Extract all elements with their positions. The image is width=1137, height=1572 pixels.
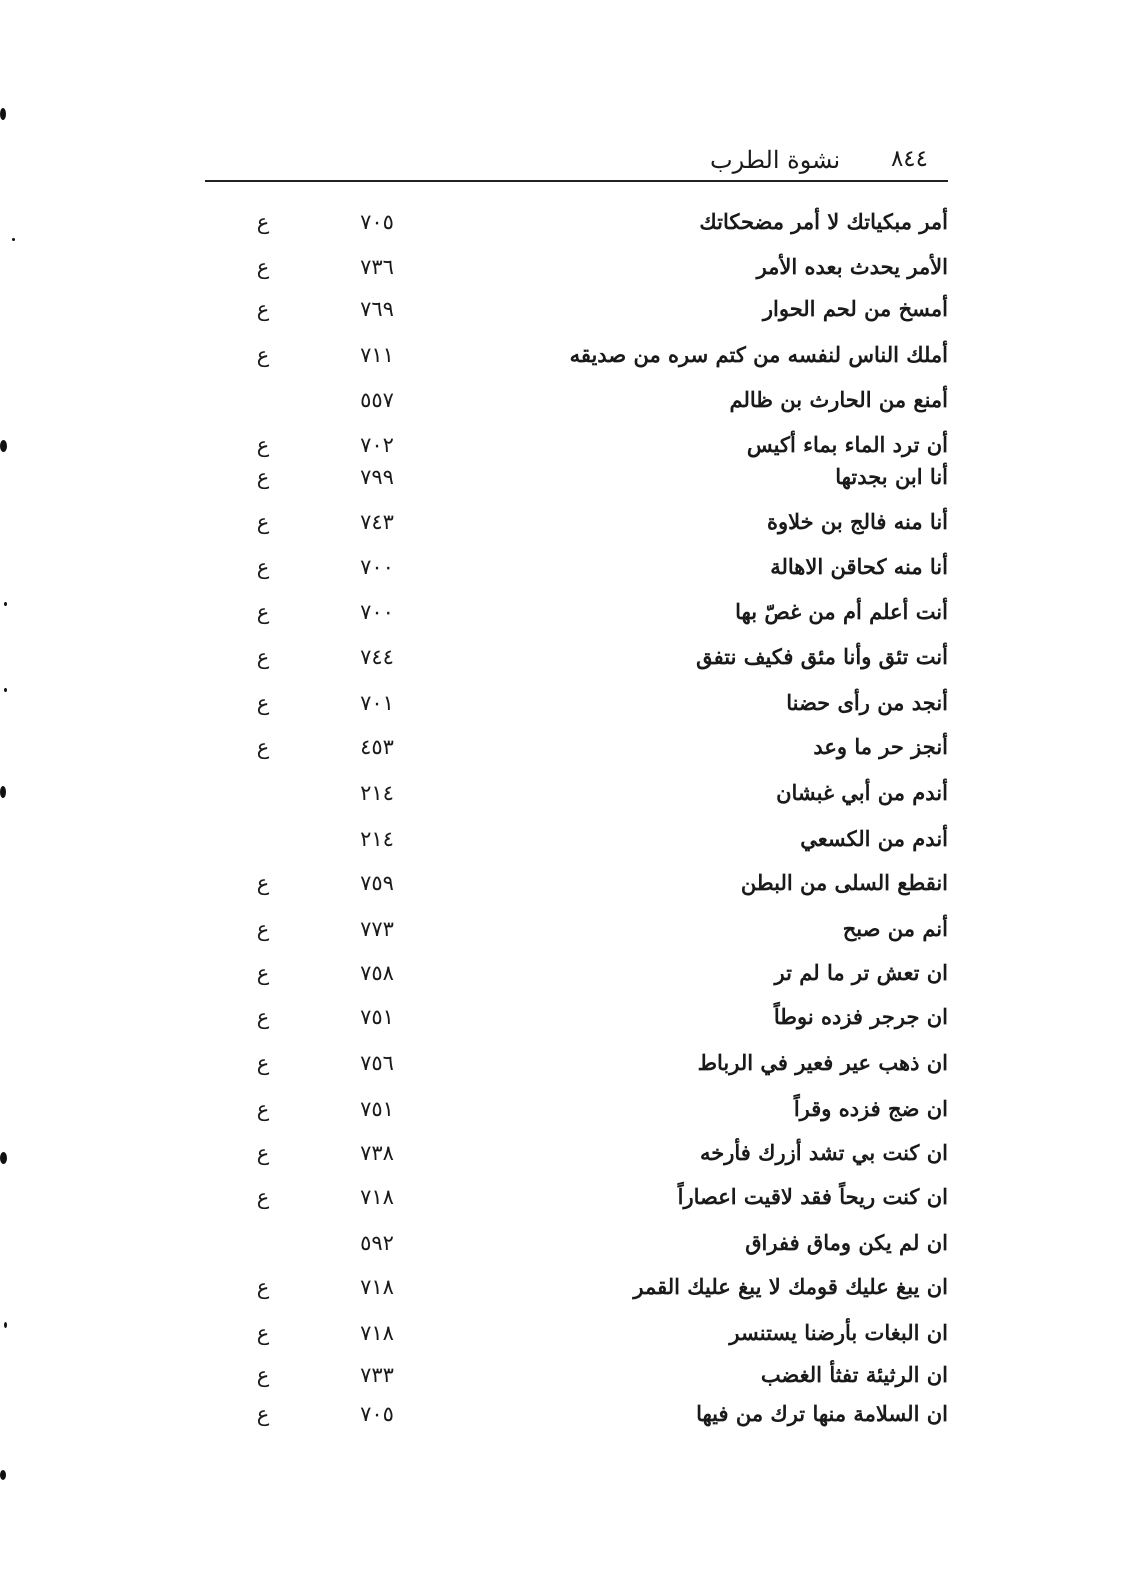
page-number: ٨٤٤: [890, 146, 928, 172]
page-reference: ٧١٨: [360, 1321, 394, 1345]
page-reference: ٧٥١: [360, 1005, 394, 1029]
proverb-text: ان السلامة منها ترك من فيها: [696, 1401, 948, 1426]
page-reference: ٧٩٩: [360, 465, 394, 489]
page-reference: ٧٠٥: [360, 210, 394, 234]
proverb-text: أندم من أبي غبشان: [776, 780, 948, 805]
proverb-text: أندم من الكسعي: [800, 826, 948, 851]
page-reference: ٧٣٣: [360, 1363, 394, 1387]
proverb-text: ان ذهب عير فعير في الرباط: [697, 1050, 948, 1075]
index-entry: [0, 1226, 1137, 1260]
index-mark: ع: [256, 917, 270, 941]
index-mark: ع: [256, 1005, 270, 1029]
proverb-text: ان البغات بأرضنا يستنسر: [729, 1320, 948, 1345]
index-entry: [0, 1270, 1137, 1304]
proverb-text: أمسخ من لحم الحوار: [762, 296, 948, 321]
index-entry: [0, 1180, 1137, 1214]
index-entry: [0, 250, 1137, 284]
proverb-text: ان كنت بي تشد أزرك فأرخه: [700, 1140, 948, 1165]
scan-speck: [0, 1152, 7, 1164]
index-mark: ع: [256, 600, 270, 624]
index-entry: [0, 1136, 1137, 1170]
index-mark: ع: [256, 735, 270, 759]
page-reference: ٧٥٨: [360, 961, 394, 985]
index-mark: ع: [256, 1402, 270, 1426]
index-mark: ع: [256, 343, 270, 367]
page-reference: ٧٣٦: [360, 255, 394, 279]
index-mark: ع: [256, 691, 270, 715]
index-entry: [0, 460, 1137, 494]
page-reference: ٢١٤: [360, 781, 394, 805]
proverb-text: أملك الناس لنفسه من كتم سره من صديقه: [569, 342, 948, 367]
index-entry: [0, 730, 1137, 764]
index-entry: [0, 912, 1137, 946]
scan-speck: [0, 108, 6, 120]
proverb-text: أنجد من رأى حضنا: [786, 690, 948, 715]
page-reference: ٧٠٢: [360, 433, 394, 457]
index-mark: ع: [256, 645, 270, 669]
proverb-text: أنا منه فالج بن خلاوة: [766, 509, 948, 534]
index-entry: [0, 1000, 1137, 1034]
index-entry: [0, 383, 1137, 417]
proverb-text: أنت تئق وأنا مئق فكيف نتفق: [696, 644, 948, 669]
proverb-text: أنجز حر ما وعد: [813, 734, 948, 759]
index-entry: [0, 338, 1137, 372]
index-entry: [0, 1358, 1137, 1392]
scan-speck: [0, 440, 7, 452]
index-entry: [0, 866, 1137, 900]
page-reference: ٢١٤: [360, 827, 394, 851]
index-mark: ع: [256, 1051, 270, 1075]
page-reference: ٧١١: [360, 343, 394, 367]
page-reference: ٧٤٤: [360, 645, 394, 669]
index-mark: ع: [256, 1185, 270, 1209]
page-reference: ٧٠١: [360, 691, 394, 715]
proverb-text: أنا منه كحاقن الاهالة: [770, 554, 948, 579]
page-reference: ٧٣٨: [360, 1141, 394, 1165]
index-entry: [0, 595, 1137, 629]
page-reference: ٧٥١: [360, 1097, 394, 1121]
index-mark: ع: [256, 210, 270, 234]
proverb-text: ان كنت ريحاً فقد لاقيت اعصاراً: [677, 1184, 948, 1209]
page-reference: ٧١٨: [360, 1275, 394, 1299]
proverb-text: أنم من صبح: [842, 916, 948, 941]
proverb-text: ان الرثيئة تفثأ الغضب: [760, 1362, 948, 1387]
proverb-text: أنت أعلم أم من غصّ بها: [735, 599, 948, 624]
index-entry: [0, 205, 1137, 239]
index-entry: [0, 505, 1137, 539]
index-mark: ع: [256, 961, 270, 985]
index-mark: ع: [256, 433, 270, 457]
proverb-text: ان يبغ عليك قومك لا يبغ عليك القمر: [633, 1274, 948, 1299]
page-reference: ٧٥٩: [360, 871, 394, 895]
index-entry: [0, 776, 1137, 810]
page-reference: ٧٠٠: [360, 555, 394, 579]
scan-speck: [12, 238, 15, 241]
page-reference: ٤٥٣: [360, 735, 394, 759]
page-reference: ٧٠٥: [360, 1402, 394, 1426]
index-mark: ع: [256, 1141, 270, 1165]
scan-speck: [4, 1322, 7, 1328]
page-header: [205, 140, 948, 182]
scan-speck: [0, 1470, 6, 1480]
index-entry: [0, 1397, 1137, 1431]
proverb-text: أمنع من الحارث بن ظالم: [729, 387, 948, 412]
page-reference: ٥٩٢: [360, 1231, 394, 1255]
index-entry: [0, 1092, 1137, 1126]
index-mark: ع: [256, 255, 270, 279]
index-entry: [0, 1046, 1137, 1080]
index-entry: [0, 956, 1137, 990]
page-reference: ٧١٨: [360, 1185, 394, 1209]
page-reference: ٧٧٣: [360, 917, 394, 941]
scan-speck: [4, 602, 7, 606]
proverb-text: ان ضج فزده وقراً: [793, 1096, 948, 1121]
proverb-text: ان تعش تر ما لم تر: [774, 960, 948, 985]
index-mark: ع: [256, 1275, 270, 1299]
page-reference: ٥٥٧: [360, 388, 394, 412]
index-entry: [0, 550, 1137, 584]
proverb-text: انقطع السلى من البطن: [740, 870, 948, 895]
index-mark: ع: [256, 1363, 270, 1387]
index-entry: [0, 822, 1137, 856]
proverb-text: أن ترد الماء بماء أكيس: [746, 432, 948, 457]
index-entry: [0, 640, 1137, 674]
page-reference: ٧٤٣: [360, 510, 394, 534]
proverb-text: أنا ابن بجدتها: [835, 464, 948, 489]
index-mark: ع: [256, 871, 270, 895]
index-entry: [0, 1316, 1137, 1350]
index-mark: ع: [256, 1097, 270, 1121]
proverb-text: أمر مبكياتك لا أمر مضحكاتك: [699, 209, 948, 234]
index-mark: ع: [256, 1321, 270, 1345]
page-reference: ٧٠٠: [360, 600, 394, 624]
proverb-text: ان جرجر فزده نوطاً: [773, 1004, 948, 1029]
index-mark: ع: [256, 465, 270, 489]
proverb-text: الأمر يحدث بعده الأمر: [756, 254, 948, 279]
page-reference: ٧٦٩: [360, 297, 394, 321]
scan-speck: [0, 786, 6, 798]
index-mark: ع: [256, 510, 270, 534]
page-reference: ٧٥٦: [360, 1051, 394, 1075]
index-entry: [0, 292, 1137, 326]
index-entry: [0, 686, 1137, 720]
running-title: نشوة الطرب: [710, 146, 841, 174]
index-mark: ع: [256, 297, 270, 321]
index-mark: ع: [256, 555, 270, 579]
index-entry: [0, 428, 1137, 462]
scan-speck: [4, 688, 7, 692]
proverb-text: ان لم يكن وماق ففراق: [745, 1230, 948, 1255]
